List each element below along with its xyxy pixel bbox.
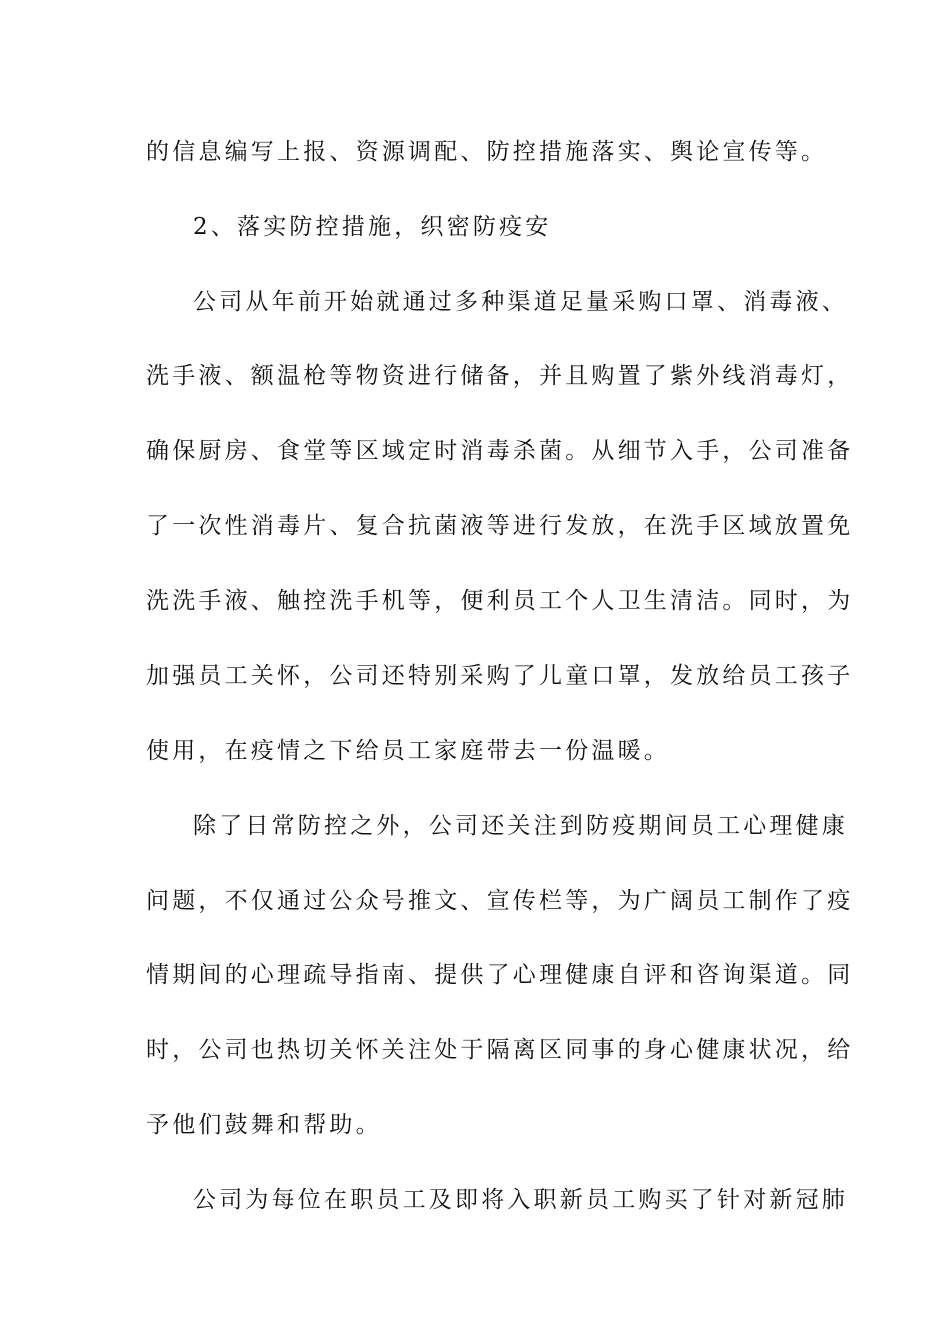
paragraph-line: 洗洗手液、触控洗手机等，便利员工个人卫生清洁。同时，为 <box>146 588 854 614</box>
section-heading: 2、落实防控措施，织密防疫安 <box>193 214 552 240</box>
text-line: 的信息编写上报、资源调配、防控措施落实、舆论宣传等。 <box>146 139 828 165</box>
paragraph-line: 公司为每位在职员工及即将入职新员工购买了针对新冠肺 <box>193 1187 848 1213</box>
paragraph-line: 问题，不仅通过公众号推文、宣传栏等，为广阔员工制作了疫 <box>146 888 854 914</box>
paragraph-line: 情期间的心理疏导指南、提供了心理健康自评和咨询渠道。同 <box>146 962 854 988</box>
paragraph-line: 加强员工关怀，公司还特别采购了儿童口罩，发放给员工孩子 <box>146 663 854 689</box>
paragraph-line: 予他们鼓舞和帮助。 <box>146 1112 382 1138</box>
paragraph-line: 确保厨房、食堂等区域定时消毒杀菌。从细节入手，公司准备 <box>146 438 854 464</box>
paragraph-line: 使用，在疫情之下给员工家庭带去一份温暖。 <box>146 738 670 764</box>
paragraph-line: 洗手液、额温枪等物资进行储备，并且购置了紫外线消毒灯， <box>146 363 854 389</box>
paragraph-line: 公司从年前开始就通过多种渠道足量采购口罩、消毒液、 <box>193 289 848 315</box>
paragraph-line: 除了日常防控之外，公司还关注到防疫期间员工心理健康 <box>193 813 848 839</box>
paragraph-line: 时，公司也热切关怀关注处于隔离区同事的身心健康状况，给 <box>146 1037 854 1063</box>
paragraph-line: 了一次性消毒片、复合抗菌液等进行发放，在洗手区域放置免 <box>146 513 854 539</box>
